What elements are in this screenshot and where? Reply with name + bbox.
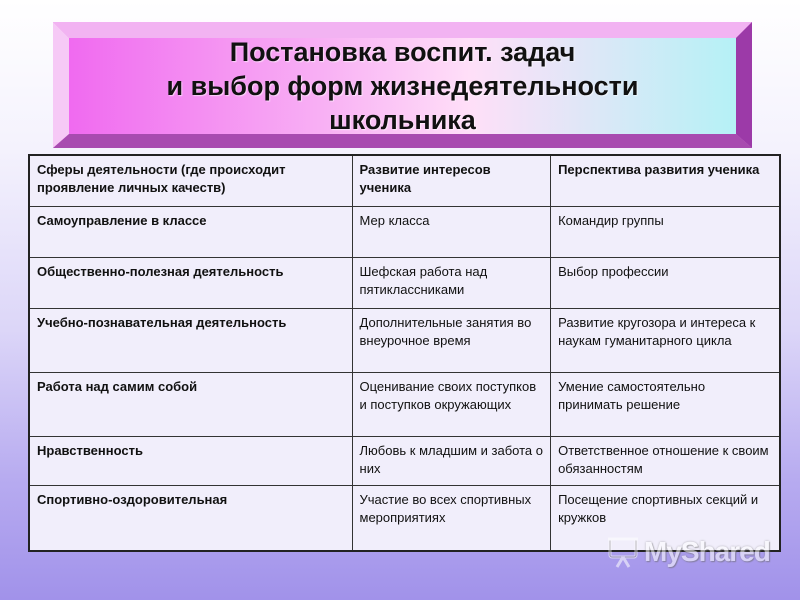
cell-interest: Мер класса bbox=[352, 207, 551, 258]
table-row bbox=[29, 207, 780, 258]
header-sphere: Сферы деятельности (где происходит проявление личных качеств) bbox=[29, 155, 352, 207]
cell-sphere: Нравственность bbox=[29, 437, 352, 486]
cell-interest: Участие во всех спортивных мероприятиях bbox=[352, 486, 551, 552]
table-row bbox=[29, 309, 780, 373]
education-table bbox=[28, 154, 781, 552]
presentation-board-icon bbox=[606, 535, 642, 569]
title-banner bbox=[53, 22, 752, 148]
header-interests: Развитие интересов ученика bbox=[352, 155, 551, 207]
cell-perspective: Ответственное отношение к своим обязанностям bbox=[551, 437, 780, 486]
cell-perspective: Развитие кругозора и интереса к наукам гуманитарного цикла bbox=[551, 309, 780, 373]
table-row bbox=[29, 437, 780, 486]
slide-title bbox=[167, 35, 639, 137]
watermark bbox=[606, 534, 776, 570]
cell-interest: Дополнительные занятия во внеурочное время bbox=[352, 309, 551, 373]
banner-bevel-left bbox=[53, 22, 69, 148]
cell-sphere: Спортивно-оздоровительная bbox=[29, 486, 352, 552]
title-face bbox=[69, 38, 736, 134]
table-header-row bbox=[29, 155, 780, 207]
cell-sphere: Учебно-познавательная деятельность bbox=[29, 309, 352, 373]
title-line-2: и выбор форм жизнедеятельности bbox=[166, 71, 639, 101]
cell-perspective: Командир группы bbox=[551, 207, 780, 258]
title-line-1: Постановка воспит. задач bbox=[229, 37, 576, 67]
cell-perspective: Умение самостоятельно принимать решение bbox=[551, 373, 780, 437]
banner-bevel-right bbox=[736, 22, 752, 148]
header-perspective: Перспектива развития ученика bbox=[551, 155, 780, 207]
cell-perspective: Посещение спортивных секций и кружков bbox=[551, 486, 780, 552]
cell-sphere: Общественно-полезная деятельность bbox=[29, 258, 352, 309]
cell-interest: Любовь к младшим и забота о них bbox=[352, 437, 551, 486]
cell-perspective: Выбор профессии bbox=[551, 258, 780, 309]
watermark-text: MyShared bbox=[644, 536, 770, 567]
title-line-3: школьника bbox=[329, 105, 476, 135]
table-row bbox=[29, 258, 780, 309]
cell-sphere: Работа над самим собой bbox=[29, 373, 352, 437]
cell-interest: Шефская работа над пятиклассниками bbox=[352, 258, 551, 309]
table-row bbox=[29, 373, 780, 437]
cell-interest: Оценивание своих поступков и поступков окружающих bbox=[352, 373, 551, 437]
cell-sphere: Самоуправление в классе bbox=[29, 207, 352, 258]
